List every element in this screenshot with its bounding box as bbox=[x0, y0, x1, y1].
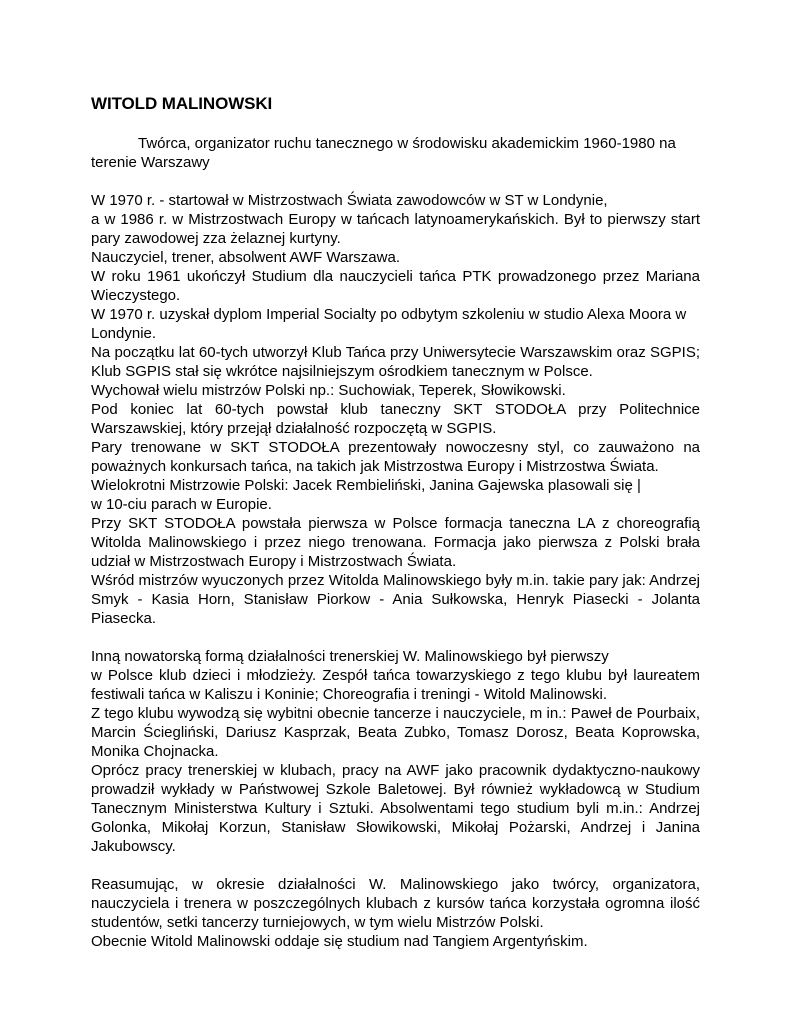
paragraph: Wśród mistrzów wyuczonych przez Witolda Malinowskiego były m.in. takie pary jak: Andrzej Smyk - Kasia Horn, Stanisław Piorkow - Ania Sułkowska, Henryk Piasecki - Jolanta Piasecka. bbox=[91, 572, 700, 627]
paragraph: Reasumując, w okresie działalności W. Malinowskiego jako twórcy, organizatora, nauczyciela i trenera w poszczególnych klubach z kursów tańca korzystała ogromna ilość studentów, setki tancerzy turniejowych, w tym wielu Mistrzów Polski. bbox=[91, 876, 700, 931]
document-page bbox=[91, 94, 700, 951]
paragraph: Na początku lat 60-tych utworzył Klub Tańca przy Uniwersytecie Warszawskim oraz SGPIS; Klub SGPIS stał się wkrótce najsilniejszym ośrodkiem tanecznym w Polsce. bbox=[91, 344, 700, 380]
paragraph: Pod koniec lat 60-tych powstał klub taneczny SKT STODOŁA przy Politechnice Warszawskiej, który przejął działalność rozpoczętą w SGPIS. bbox=[91, 401, 700, 437]
paragraph: Obecnie Witold Malinowski oddaje się studium nad Tangiem Argentyńskim. bbox=[91, 933, 588, 950]
document-title: WITOLD MALINOWSKI bbox=[91, 94, 273, 113]
paragraph: Wychował wielu mistrzów Polski np.: Suchowiak, Teperek, Słowikowski. bbox=[91, 382, 566, 399]
document-subtitle: Twórca, organizator ruchu tanecznego w środowisku akademickim 1960-1980 na terenie Warszawy bbox=[91, 135, 676, 171]
paragraph: Pary trenowane w SKT STODOŁA prezentowały nowoczesny styl, co zauważono na poważnych konkursach tańca, na takich jak Mistrzostwa Europy i Mistrzostwa Świata. bbox=[91, 439, 700, 475]
section-youth-club bbox=[91, 647, 700, 856]
paragraph: w 10-ciu parach w Europie. bbox=[91, 496, 272, 513]
paragraph: Z tego klubu wywodzą się wybitni obecnie tancerze i nauczyciele, m in.: Paweł de Pourbaix, Marcin Ściegliński, Dariusz Kasprzak, Beata Zubko, Tomasz Dorosz, Beata Koprowska, Monika Chojnacka. bbox=[91, 705, 700, 760]
paragraph: W 1970 r. - startował w Mistrzostwach Świata zawodowców w ST w Londynie, bbox=[91, 192, 608, 209]
paragraph: Wielokrotni Mistrzowie Polski: Jacek Rembieliński, Janina Gajewska plasowali się | bbox=[91, 477, 641, 494]
paragraph: w Polsce klub dzieci i młodzieży. Zespół tańca towarzyskiego z tego klubu był laureatem festiwali tańca w Kaliszu i Koninie; Choreografia i treningi - Witold Malinowski. bbox=[91, 667, 700, 703]
paragraph: Przy SKT STODOŁA powstała pierwsza w Polsce formacja taneczna LA z choreografią Witolda Malinowskiego i przez niego trenowana. Formacja jako pierwsza z Polski brała udział w Mistrzostwach Europy i Mistrzostwach Świata. bbox=[91, 515, 700, 570]
paragraph: a w 1986 r. w Mistrzostwach Europy w tańcach latynoamerykańskich. Był to pierwszy start pary zawodowej zza żelaznej kurtyny. bbox=[91, 211, 700, 247]
paragraph: Inną nowatorską formą działalności trenerskiej W. Malinowskiego był pierwszy bbox=[91, 648, 609, 665]
paragraph: Oprócz pracy trenerskiej w klubach, pracy na AWF jako pracownik dydaktyczno-naukowy prowadził wykłady w Państwowej Szkole Baletowej. Był również wykładowcą w Studium Tanecznym Ministerstwa Kultury i Sztuki. Absolwentami tego studium byli m.in.: Andrzej Golonka, Mikołaj Korzun, Stanisław Słowikowski, Mikołaj Pożarski, Andrzej i Janina Jakubowscy. bbox=[91, 762, 700, 855]
section-career bbox=[91, 191, 700, 628]
section-summary bbox=[91, 875, 700, 951]
paragraph: W 1970 r. uzyskał dyplom Imperial Socialty po odbytym szkoleniu w studio Alexa Moora w Londynie. bbox=[91, 306, 687, 342]
paragraph: W roku 1961 ukończył Studium dla nauczycieli tańca PTK prowadzonego przez Mariana Wieczystego. bbox=[91, 268, 700, 304]
paragraph: Nauczyciel, trener, absolwent AWF Warszawa. bbox=[91, 249, 400, 266]
